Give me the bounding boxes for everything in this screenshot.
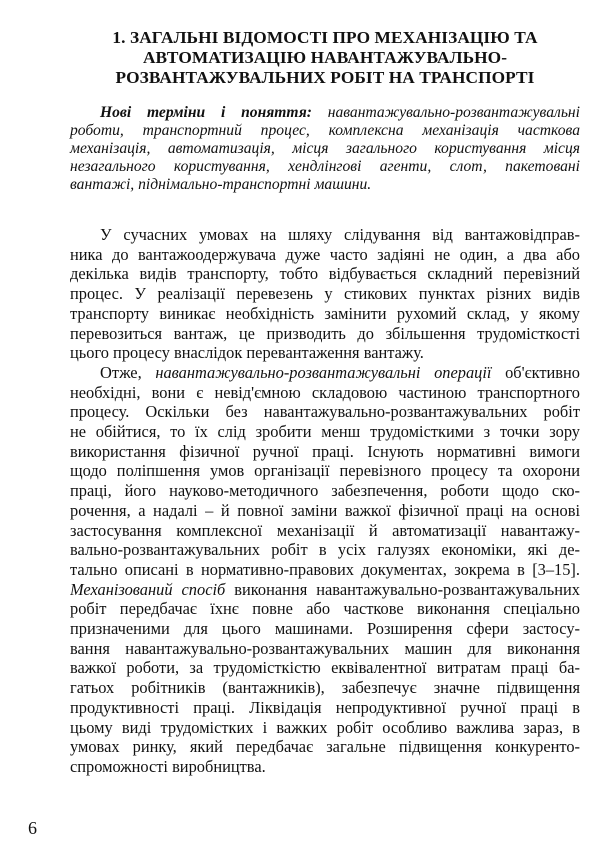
- title-line: РОЗВАНТАЖУВАЛЬНИХ РОБІТ НА ТРАНСПОРТІ: [115, 68, 535, 87]
- body-line: У сучасних умовах на шляху слідування від вантажовідправ-: [100, 225, 580, 244]
- body-text-fragment: виконання навантажувально-розвантажувальних: [225, 579, 580, 599]
- body-text-fragment: об'єктивно: [491, 362, 580, 382]
- body-text-fragment: Отже,: [100, 362, 156, 382]
- title-line: АВТОМАТИЗАЦІЮ НАВАНТАЖУВАЛЬНО-: [142, 48, 508, 67]
- body-line: транспорту виникає необхідність замінити рухомий склад, у якому: [70, 303, 580, 323]
- body-line: вання навантажувально-розвантажувальних машин для виконання: [70, 638, 580, 658]
- body-line: призначеними для цього машинами. Розширення сфери застосу-: [70, 619, 580, 639]
- body-line: декілька видів транспорту, тобто відбувається складний перевізний: [70, 264, 580, 284]
- body-line: цього процесу внаслідок перевантаження вантажу.: [70, 343, 424, 363]
- body-line: умовах ринку, який передбачає загальне підвищення конкуренто-: [70, 737, 580, 757]
- title-line: 1. ЗАГАЛЬНІ ВІДОМОСТІ ПРО МЕХАНІЗАЦІЮ ТА: [112, 28, 538, 47]
- terms-line: роботи, транспортний процес, комплексна механізація часткова: [70, 122, 580, 139]
- section-title: [70, 28, 580, 88]
- new-terms-block: [70, 104, 580, 194]
- body-line: праці, його науково-методичного забезпечення, роботи щодо ско-: [70, 481, 580, 501]
- terms-line: незагального користування, хендлінгові агенти, слот, пакетовані: [70, 158, 580, 175]
- body-line: процес. У реалізації перевезень у стикових пунктах різних видів: [70, 284, 580, 304]
- page-number: 6: [28, 818, 37, 838]
- body-line: застосування комплексної механізації й автоматизації навантажу-: [70, 520, 580, 540]
- body-text: [70, 225, 580, 777]
- body-line: гатьох робітників (вантажників), забезпечує значне підвищення: [70, 678, 580, 698]
- italic-term: навантажувально-розвантажувальні операції: [155, 362, 492, 382]
- body-line: щодо поліпшення умов організації перевізного процесу та охорони: [70, 461, 580, 481]
- body-line: рочення, а надалі – й повної заміни важкої фізичної праці на основі: [70, 500, 580, 520]
- body-line: вально-розвантажувальних робіт в усіх галузях економіки, які де-: [70, 540, 580, 560]
- body-line: спроможності виробництва.: [70, 756, 266, 776]
- terms-line: механізація, автоматизація, місця загального користування місця: [70, 140, 580, 157]
- body-line: цьому виді трудомістких і важких робіт особливо важлива зараз, в: [70, 717, 580, 737]
- body-line: продуктивності праці. Ліквідація непродуктивної ручної праці в: [70, 697, 580, 717]
- terms-label: Нові терміни і поняття:: [100, 104, 312, 121]
- terms-line: [70, 104, 580, 122]
- body-line: перевозиться вантаж, це призводить до збільшення трудомісткості: [70, 323, 580, 343]
- body-line: важкої роботи, за трудомісткістю еквівалентної витратам праці ба-: [70, 658, 580, 678]
- body-line: [70, 580, 580, 600]
- body-line: процесу. Оскільки без навантажувально-розвантажувальних робіт: [70, 402, 580, 422]
- italic-term: Механізований спосіб: [70, 579, 226, 599]
- body-line: використання фізичної ручної праці. Існують нормативні вимоги: [70, 441, 580, 461]
- body-line: ника до вантажоодержувача дуже часто задіяні не один, а два або: [70, 244, 580, 264]
- body-line: робіт передбачає їхнє повне або часткове виконання спеціально: [70, 599, 580, 619]
- terms-text: навантажувально-розвантажувальні: [311, 104, 580, 121]
- body-line: необхідні, вони є невід'ємною складовою частиною транспортного: [70, 382, 580, 402]
- body-line: тально описані в нормативно-правових документах, зокрема в [3–15].: [70, 559, 580, 579]
- body-line: [70, 363, 580, 383]
- body-line: не обійтися, то їх слід зробити менш трудомісткими з точки зору: [70, 422, 580, 442]
- terms-line: вантажі, піднімально-транспортні машини.: [70, 176, 372, 193]
